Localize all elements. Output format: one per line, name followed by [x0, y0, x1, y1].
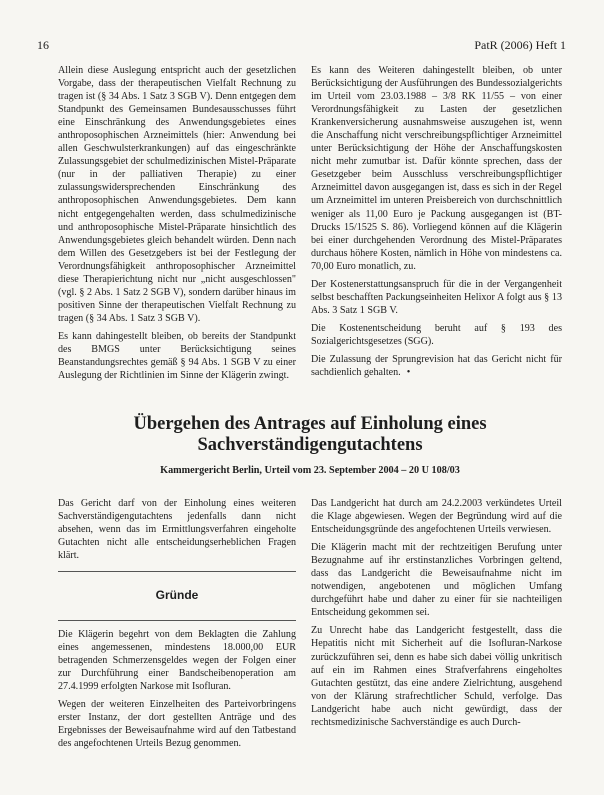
paragraph: Das Landgericht hat durch am 24.2.2003 verkündetes Urteil die Klage abgewiesen. Wegen der Begründung wird auf die Entscheidungsgründe des angefochtenen Urteils verwiesen. [311, 498, 562, 536]
paragraph: Es kann dahingestellt bleiben, ob bereits der Standpunkt des BMGS unter Berücksichtigung seines Beanstandungsrechtes gemäß § 94 Abs. 1 SGB V zu einer Auslegung der Richtlinien im Sinne der Klägerin zwingt. [58, 330, 296, 382]
lower-left-body [58, 628, 296, 755]
section-heading-box [58, 571, 296, 621]
upper-right-column [311, 64, 562, 384]
paragraph [311, 353, 562, 379]
paragraph-text: Die Zulassung der Sprungrevision hat das Gericht nicht für sachdienlich gehalten. [311, 353, 562, 379]
paragraph: Es kann des Weiteren dahingestellt bleiben, ob unter Berücksichtigung der Ausführungen des Bundessozialgerichts im Urteil vom 23.03.1988 – 3/8 RK 11/55 – von einer Verordnungsfähigkeit zu Lasten der gesetzlichen Krankenversicherung ausnahmsweise auszugehen ist, wenn die Anschaffung nicht verschreibungspflichtiger Arzneimittel unter Berücksichtigung der Höhe der Anschaffungskosten nicht mehr zumutbar ist. Dafür könnte sprechen, dass der Gesetzgeber beim Ausschluss verschreibungspflichtiger Arzneimittel davon ausgegangen ist, dass es sich in der Regel um Arzneimittel im unteren Preisbereich von durchschnittlich weniger als 11,00 Euro je Packung ausgegangen ist (BT-Drucks 15/1525 S. 86). Vorliegend können auf die Klägerin bei einer durchgehenden Verordnung des Mistel-Präparates durchaus höhere Kosten, nämlich in Höhe von mindestens ca. 70,00 Euro monatlich, zu. [311, 65, 562, 272]
paragraph: Die Klägerin macht mit der rechtzeitigen Berufung unter Bezugnahme auf ihr erstinstanzliches Vorbringen geltend, dass das Landgericht die Beweisaufnahme nicht im notwendigen, angebotenen und möglichen Umfang durchgeführt habe und daher zu einer für sie nachteiligen Entscheidung gekommen sei. [311, 542, 562, 619]
article-subtitle: Kammergericht Berlin, Urteil vom 23. September 2004 – 20 U 108/03 [160, 465, 460, 476]
upper-left-column [58, 64, 296, 387]
paragraph: Allein diese Auslegung entspricht auch der gesetzlichen Vorgabe, dass der therapeutischen Vielfalt Rechnung zu tragen ist (§ 34 Abs. 1 Satz 3 SGB V). Denn entgegen dem Standpunkt des Gemeinsamen Bundesausschusses führt eine Einschränkung des Anwendungsgebietes eines anthroposophischen Arzneimittels (hier: Anwendung bei allen Geschwulsterkrankungen) auf das eingeschränkte Zulassungsgebiet der schulmedizinischen Mistel-Präparate (nur in der palliativen Therapie) zu einer zulassungswidersprechenden Einschränkung des anthroposophischen Anwendungsgebietes. Dem kann nicht entgegengehalten werden, dass schulmedizinische und anthroposophische Mistel-Präparate hinsichtlich des Anwendungsgebietes gleich behandelt würden. Denn nach dem Willen des Gesetzgebers ist bei der Festlegung der Verordnungsfähigkeit anthroposophischer Arzneimittel diese Therapierichtung nicht nur „nicht ausgeschlossen" (vgl. § 2 Abs. 1 Satz 2 SGB V), sondern darüber hinaus im positiven Sinne der therapeutischen Vielfalt Rechnung zu tragen (§ 34 Abs. 1 Satz 3 SGB V). [58, 65, 296, 324]
paragraph: Wegen der weiteren Einzelheiten des Parteivorbringens erster Instanz, der dort gestellten Anträge und des Ergebnisses der Beweisaufnahme wird auf den Tatbestand des angefochtenen Urteils Bezug genommen. [58, 699, 296, 750]
article-title: Übergehen des Antrages auf Einholung eines Sachverständigengutachtens [133, 414, 487, 455]
paragraph: Die Klägerin begehrt von dem Beklagten die Zahlung eines angemessenen, mindestens 18.000,00 EUR betragenden Schmerzensgeldes wegen der Folgen einer zur Durchführung einer Bandscheibenoperation am 27.4.1999 erfolgten Narkose mit Isofluran. [58, 629, 296, 693]
paragraph: Die Kostenentscheidung beruht auf § 193 des Sozialgerichtsgesetzes (SGG). [311, 322, 562, 347]
lower-right-column [311, 497, 562, 734]
end-of-article-mark: • [406, 367, 411, 379]
running-header: PatR (2006) Heft 1 [474, 38, 566, 52]
lead-paragraph: Das Gericht darf von der Einholung eines weiteren Sachverständigengutachtens jedenfalls dann nicht absehen, wenn das im Ermittlungsverfahren eingeholte Gutachten nicht alle entscheidungserheblichen Fragen klärt. [58, 498, 296, 562]
section-heading: Gründe [155, 588, 199, 602]
page-number: 16 [37, 38, 49, 52]
paragraph: Der Kostenerstattungsanspruch für die in der Vergangenheit selbst beschafften Packungseinheiten Helixor A folgt aus § 13 Abs. 3 Satz 1 SGB V. [311, 278, 562, 316]
paragraph: Zu Unrecht habe das Landgericht festgestellt, dass die Hepatitis nicht mit Sicherheit auf die Isofluran-Narkose zurückzuführen sei, denn es habe sich dabei völlig unkritisch auf ein im Rahmen eines Strafverfahrens eingeholtes Gutachten gestützt, das eine andere Zielrichtung, ausgehend von der Klärung strafrechtlicher Schuld, verfolge. Das Landgericht habe auch nicht gewürdigt, dass der rechtsmedizinische Sachverständige es auch Durch- [311, 625, 562, 728]
lower-left-column [58, 497, 296, 567]
